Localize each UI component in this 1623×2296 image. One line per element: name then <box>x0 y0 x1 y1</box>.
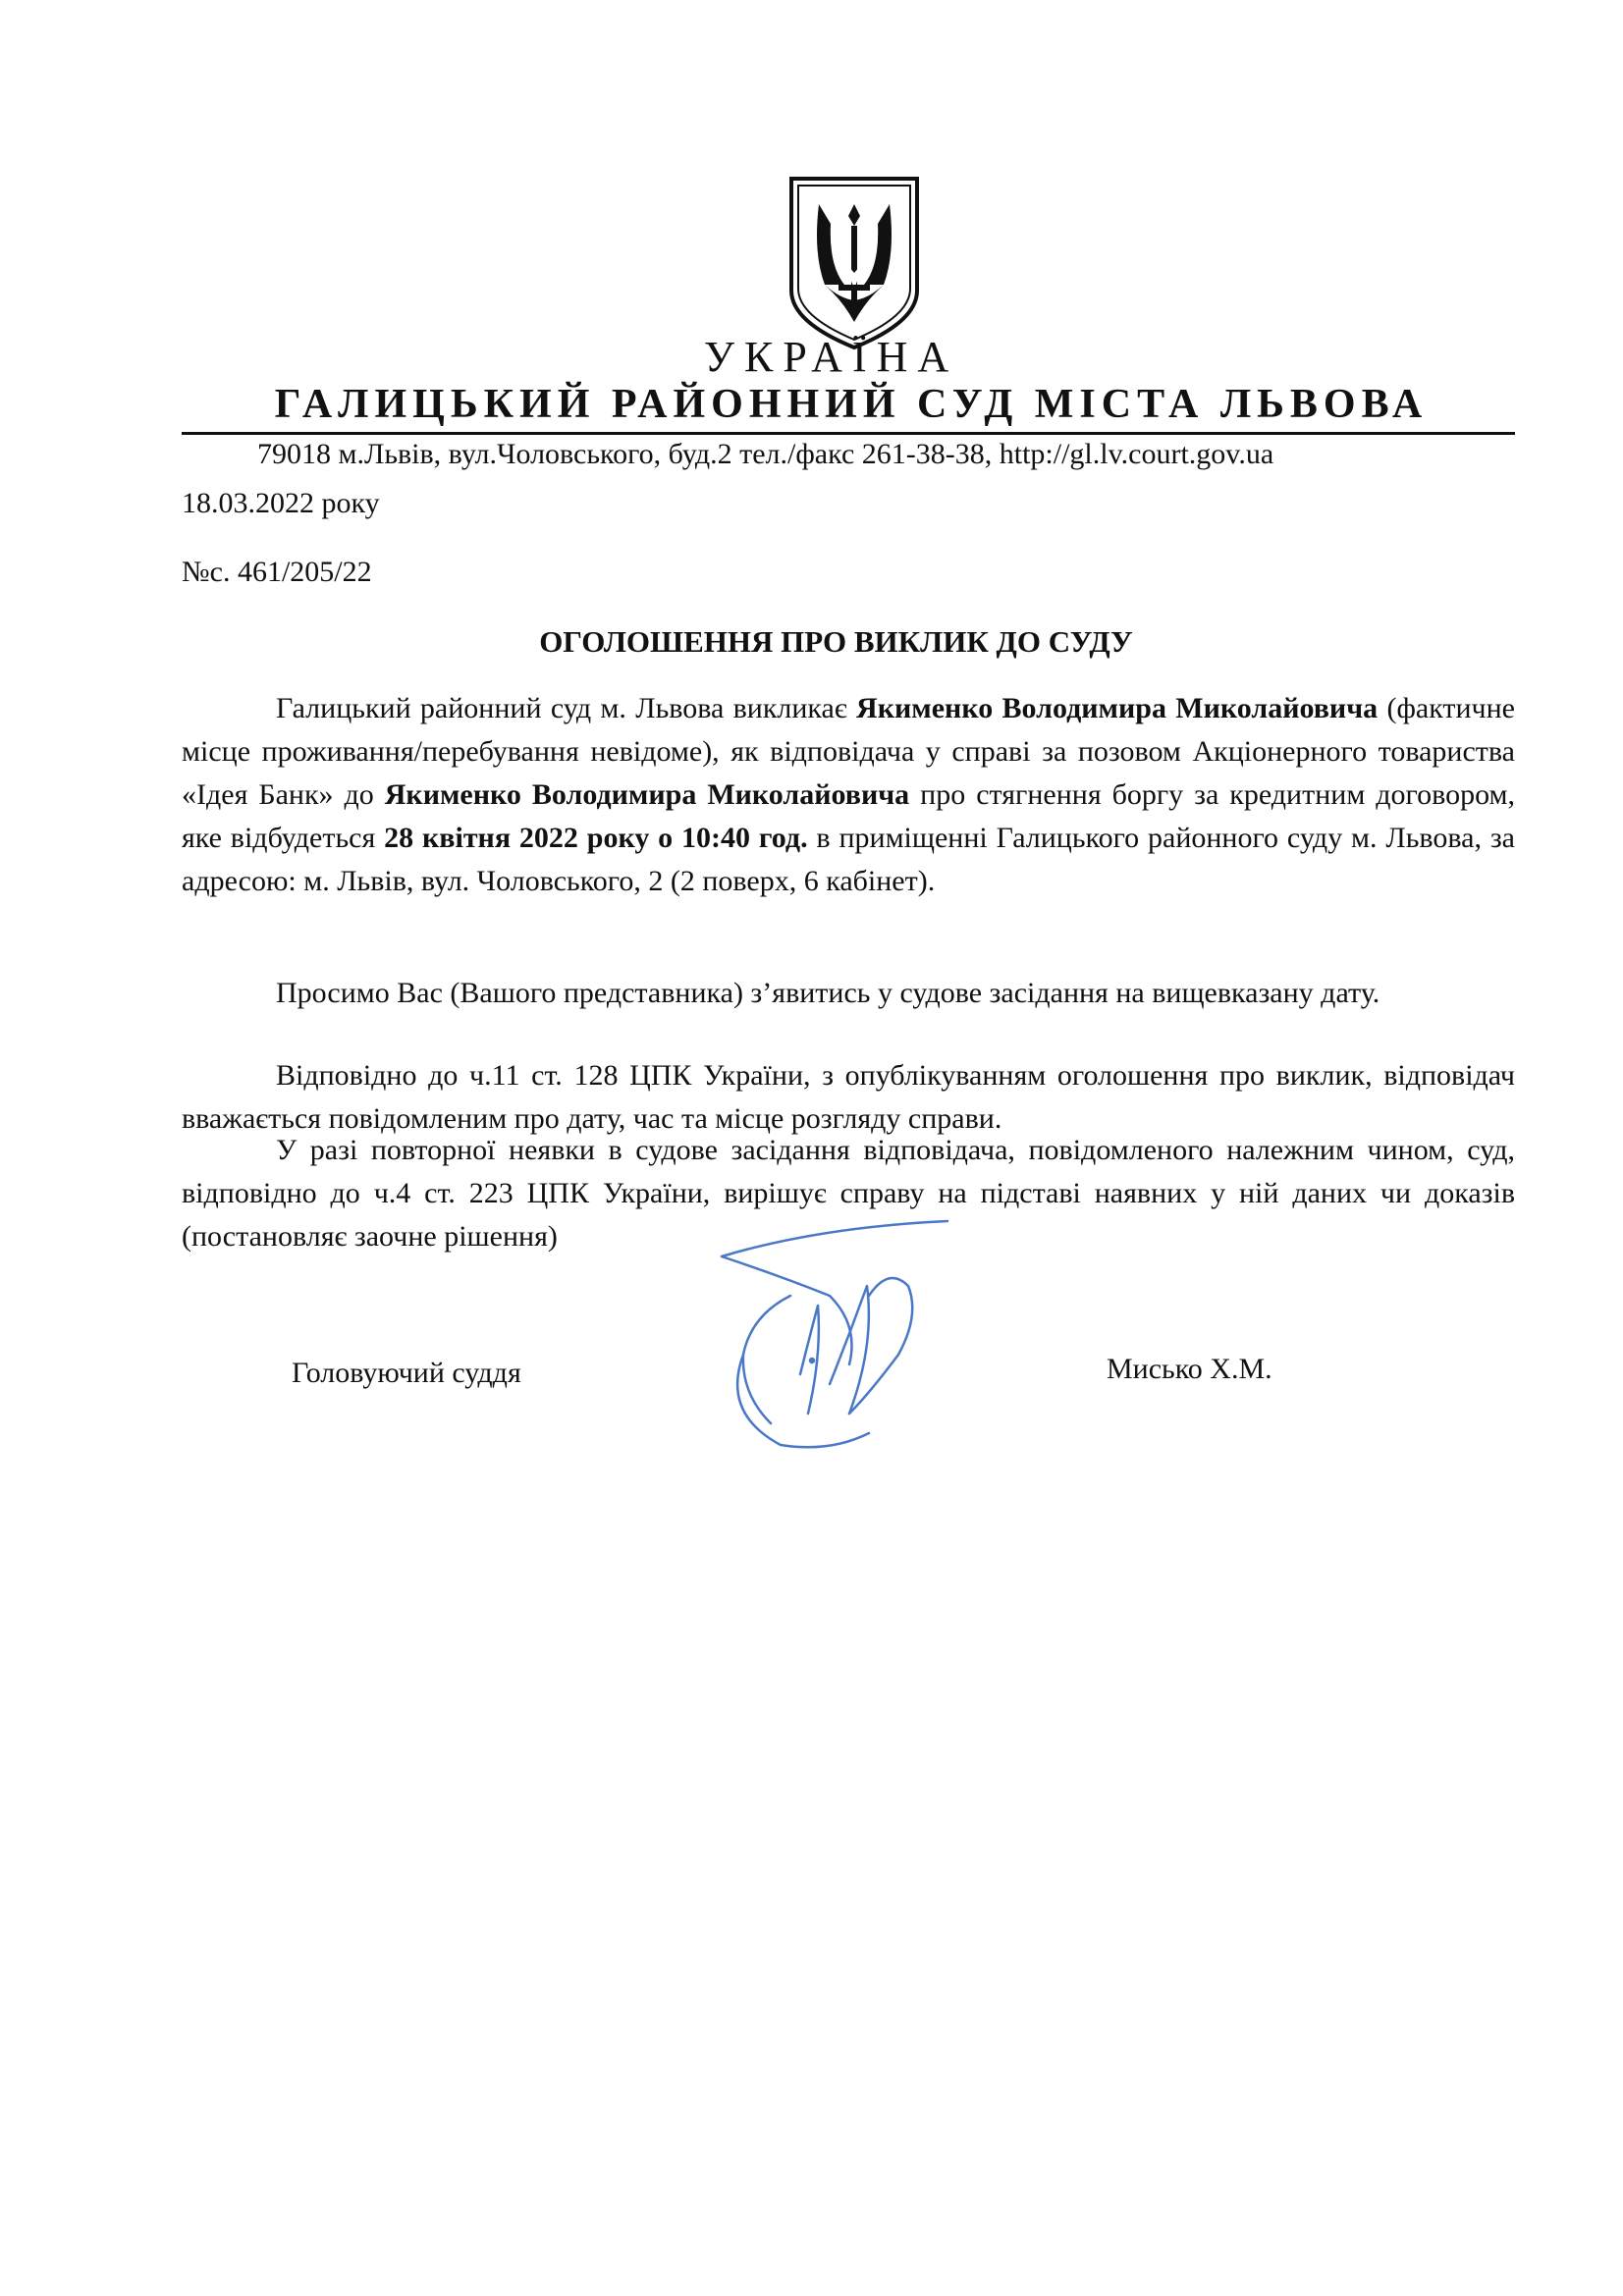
paragraph-text: Галицький районний суд м. Львова викликає <box>276 692 857 724</box>
paragraph-summons <box>182 687 1515 903</box>
country-name: УКРАЇНА <box>703 333 959 381</box>
paragraph-consequences: У разі повторної неявки в судове засідання відповідача, повідомленого належним чином, суд, відповідно до ч.4 ст. 223 ЦПК України, вирішує справу на підставі наявних у ній даних чи доказів (постановляє заочне рішення) <box>182 1134 1515 1253</box>
document-date: 18.03.2022 року <box>182 487 380 519</box>
paragraph-text: (фактичне місце проживання/перебування невідоме), як відповідача у справі за позовом Акціонерного товариства «Ідея Банк» до <box>182 692 1515 811</box>
court-address: 79018 м.Львів, вул.Чоловського, буд.2 тел./факс 261-38-38, http://gl.lv.court.gov.ua <box>257 438 1274 470</box>
paragraph-request: Просимо Вас (Вашого представника) з’явитись у судове засідання на вищевказану дату. <box>276 977 1380 1009</box>
trident-coat-of-arms-icon <box>785 175 923 351</box>
document-title: ОГОЛОШЕННЯ ПРО ВИКЛИК ДО СУДУ <box>539 624 1133 659</box>
case-number: №с. 461/205/22 <box>182 556 372 588</box>
handwritten-signature <box>702 1217 957 1453</box>
defendant-name: Якименко Володимира Миколайовича <box>384 778 910 811</box>
judge-name: Мисько Х.М. <box>1107 1353 1272 1385</box>
hearing-datetime: 28 квітня 2022 року о 10:40 год. <box>384 822 808 854</box>
signatory-role: Головуючий суддя <box>292 1357 521 1389</box>
paragraph-legal-basis: Відповідно до ч.11 ст. 128 ЦПК України, з опублікуванням оголошення про виклик, відповідач вважається повідомленим про дату, час та місце розгляду справи. <box>182 1059 1515 1135</box>
court-name: ГАЛИЦЬКИЙ РАЙОННИЙ СУД МІСТА ЛЬВОВА <box>274 382 1429 427</box>
paragraph-text: про стягнення боргу за кредитним договором, яке відбудеться <box>182 778 1515 854</box>
header-divider <box>182 432 1515 435</box>
defendant-name: Якименко Володимира Миколайовича <box>856 692 1379 724</box>
paragraph-text: в приміщенні Галицького районного суду м. Львова, за адресою: м. Львів, вул. Чоловського, 2 (2 поверх, 6 кабінет). <box>182 822 1515 897</box>
